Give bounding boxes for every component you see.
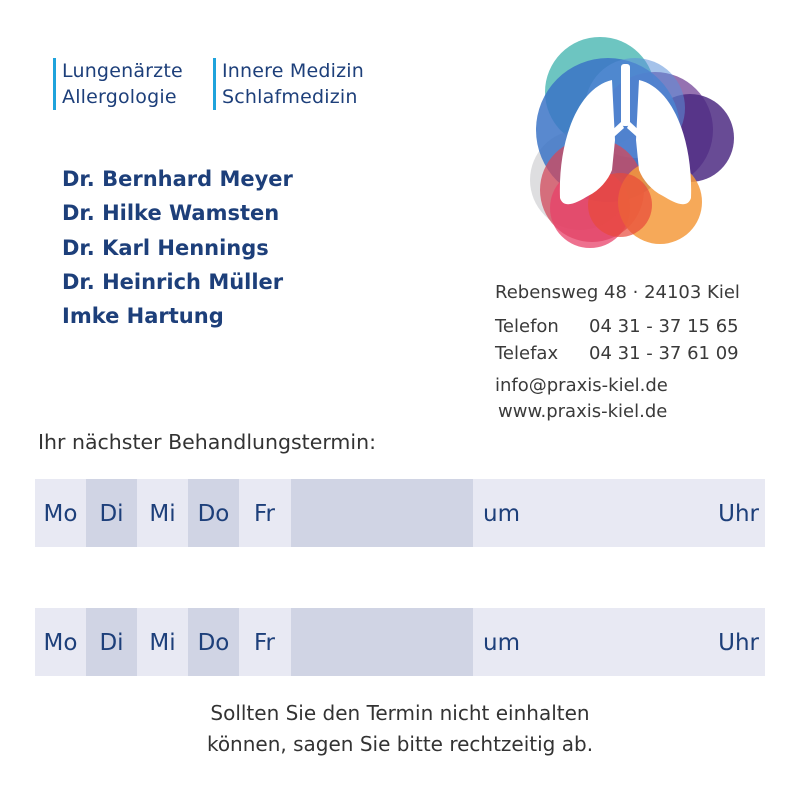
at-label: um	[483, 630, 520, 656]
date-field[interactable]	[291, 608, 473, 676]
day-tuesday[interactable]: Di	[86, 608, 137, 676]
doctor-list	[62, 162, 293, 333]
doctor-name: Dr. Heinrich Müller	[62, 269, 284, 294]
fax-line	[495, 343, 739, 364]
specialty-schlafmedizin: Schlafmedizin	[222, 86, 358, 108]
phone-line	[495, 316, 739, 337]
appointment-heading: Ihr nächster Behandlungstermin:	[38, 430, 376, 454]
doctor-name: Dr. Bernhard Meyer	[62, 167, 293, 191]
day-friday[interactable]: Fr	[253, 501, 275, 527]
phone-number[interactable]: 04 31 - 37 15 65	[589, 316, 739, 337]
day-thursday[interactable]: Do	[188, 608, 239, 676]
notice-line-1: Sollten Sie den Termin nicht einhalten	[210, 701, 590, 725]
appointment-row-2	[35, 608, 765, 676]
day-wednesday[interactable]: Mi	[149, 501, 176, 527]
email-link[interactable]: info@praxis-kiel.de	[495, 375, 668, 396]
fax-number: 04 31 - 37 61 09	[589, 343, 739, 364]
cancellation-notice	[0, 698, 800, 760]
specialty-innere-medizin: Innere Medizin	[222, 60, 365, 82]
notice-line-2: können, sagen Sie bitte rechtzeitig ab.	[206, 732, 594, 756]
specialty-column-2	[213, 58, 364, 110]
doctor-name: Dr. Karl Hennings	[62, 235, 269, 260]
day-thursday[interactable]: Do	[188, 479, 239, 547]
uhr-label: Uhr	[718, 630, 759, 656]
day-monday[interactable]: Mo	[43, 630, 78, 656]
at-label: um	[483, 501, 520, 527]
fax-label: Telefax	[495, 343, 559, 364]
day-wednesday[interactable]: Mi	[149, 630, 176, 656]
phone-label: Telefon	[495, 316, 559, 337]
practice-logo	[520, 30, 750, 260]
appointment-row-1	[35, 479, 765, 547]
day-monday[interactable]: Mo	[43, 501, 78, 527]
specialty-lungenaerzte: Lungenärzte	[62, 60, 183, 82]
day-friday[interactable]: Fr	[253, 630, 275, 656]
uhr-label: Uhr	[718, 501, 759, 527]
address: Rebensweg 48 · 24103 Kiel	[495, 282, 740, 303]
time-field[interactable]	[535, 479, 705, 547]
website-link[interactable]: www.praxis-kiel.de	[498, 401, 668, 422]
day-tuesday[interactable]: Di	[86, 479, 137, 547]
doctor-name: Imke Hartung	[62, 304, 224, 329]
specialty-column-1	[53, 58, 183, 110]
date-field[interactable]	[291, 479, 473, 547]
specialty-allergologie: Allergologie	[62, 86, 177, 108]
time-field[interactable]	[535, 608, 705, 676]
doctor-name: Dr. Hilke Wamsten	[62, 201, 280, 226]
